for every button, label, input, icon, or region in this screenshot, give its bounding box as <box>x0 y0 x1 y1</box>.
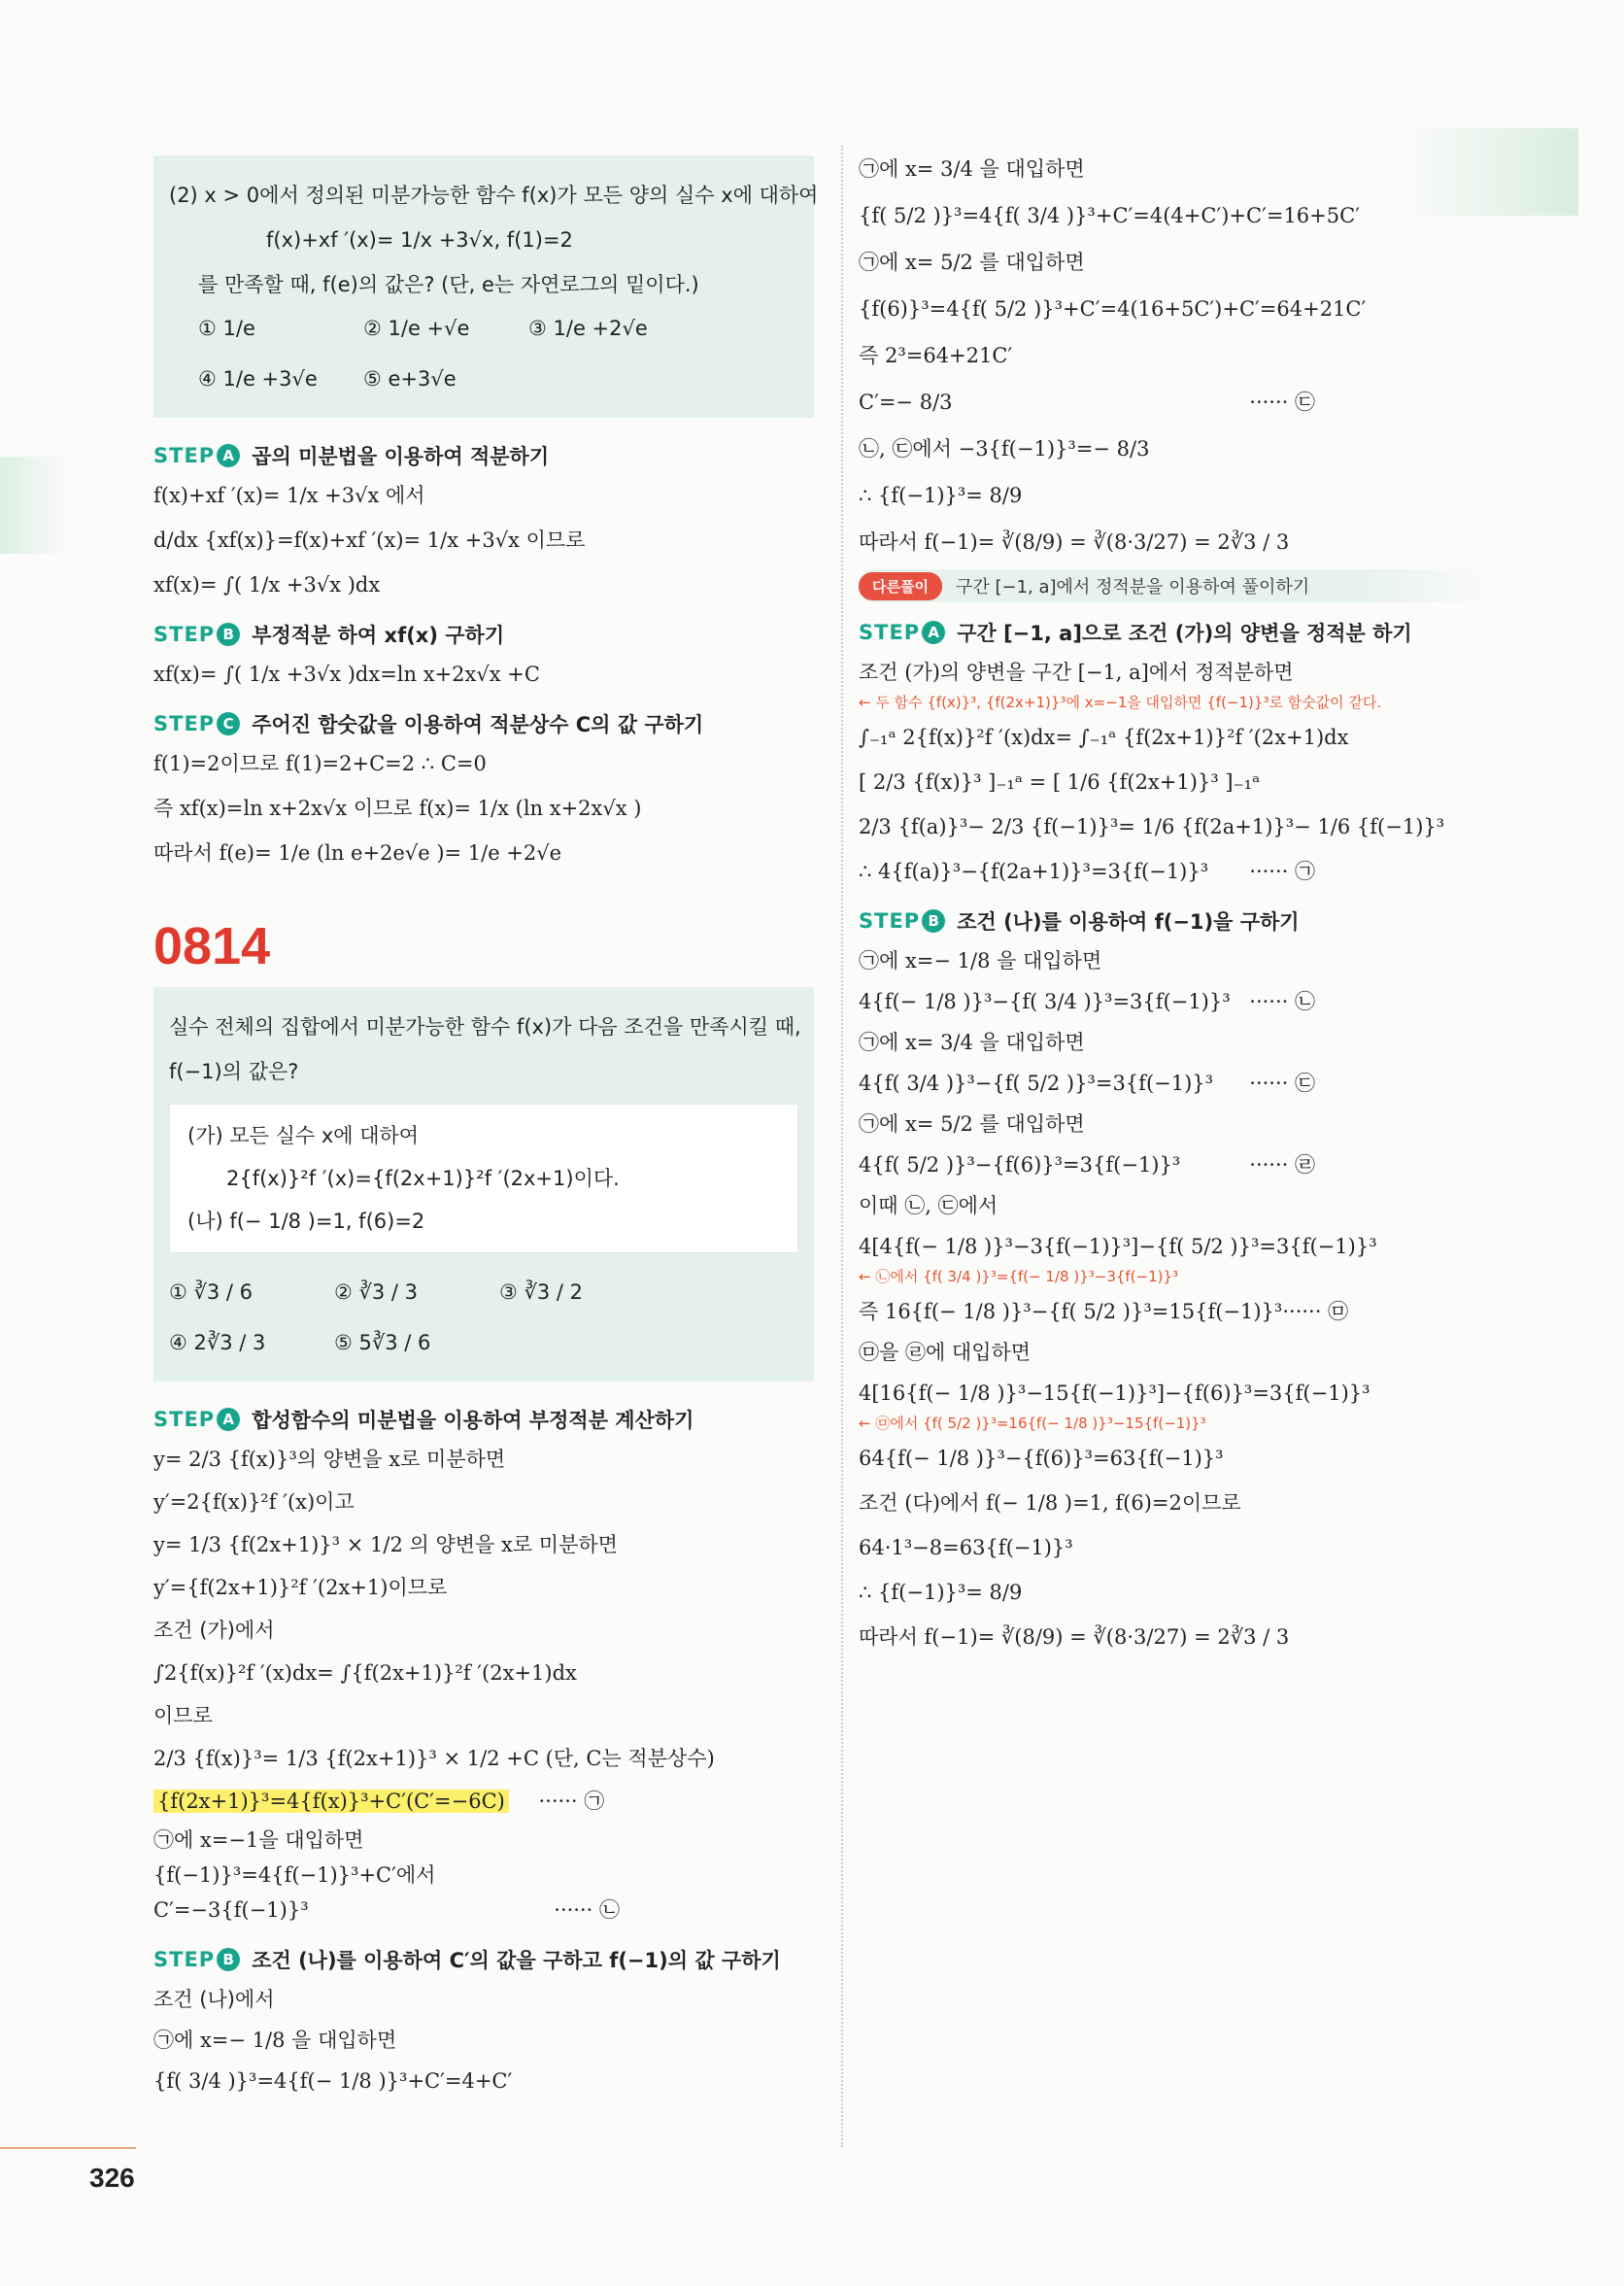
equation-mark: ······ ㉡ <box>554 1898 620 1922</box>
step-c-heading <box>153 709 814 738</box>
problem-stem: f(−1)의 값은? <box>169 1060 299 1083</box>
solution-line: xf(x)= ∫( 1/x +3√x )dx <box>153 573 381 597</box>
solution-line: ㉠에 x= 3/4 을 대입하면 <box>859 1031 1085 1054</box>
step-label: STEP <box>859 909 921 933</box>
choice-4[interactable]: ④ 2∛3 / 3 <box>169 1331 266 1354</box>
alt-title: 구간 [−1, a]에서 정적분을 이용하여 풀이하기 <box>955 577 1310 597</box>
marked-line <box>859 1070 1315 1097</box>
solution-line: d/dx {xf(x)}=f(x)+xf ′(x)= 1/x +3√x 이므로 <box>153 529 586 552</box>
conditions-box <box>169 1104 798 1253</box>
problem-0814-box <box>153 987 814 1382</box>
step-label: STEP <box>859 621 921 644</box>
solution-line: ㉠에 x=−1을 대입하면 <box>153 1828 364 1852</box>
choice-2[interactable]: ② 1/e +√e <box>363 317 470 340</box>
solution-line: 즉 xf(x)=ln x+2x√x 이므로 f(x)= 1/x (ln x+2x√x ) <box>153 797 642 820</box>
solution-line: ∴ {f(−1)}³= 8/9 <box>859 1581 1023 1604</box>
side-decoration <box>0 457 68 554</box>
step-title: 조건 (나)를 이용하여 C′의 값을 구하고 f(−1)의 값 구하기 <box>252 1949 781 1972</box>
solution-line: y= 1/3 {f(2x+1)}³ × 1/2 의 양변을 x로 미분하면 <box>153 1533 618 1556</box>
marked-line <box>859 988 1315 1015</box>
solution-line: {f(6)}³=4{f( 5/2 )}³+C′=4(16+5C′)+C′=64+21C′ <box>859 297 1367 321</box>
step-label: STEP <box>153 623 216 646</box>
solution-line: 64·1³−8=63{f(−1)}³ <box>859 1536 1073 1559</box>
solution-line: {f(−1)}³=4{f(−1)}³+C′에서 <box>153 1863 436 1887</box>
solution-line: ㉡, ㉢에서 −3{f(−1)}³=− 8/3 <box>859 437 1150 461</box>
solution-text: 즉 16{f(− 1/8 )}³−{f( 5/2 )}³=15{f(−1)}³ <box>859 1300 1283 1323</box>
step-title: 부정적분 하여 xf(x) 구하기 <box>252 624 505 647</box>
problem-equation: f(x)+xf ′(x)= 1/x +3√x, f(1)=2 <box>266 228 573 252</box>
solution-text: C′=−3{f(−1)}³ <box>153 1898 309 1922</box>
equation-mark: ······ ㉡ <box>1249 990 1315 1013</box>
step-b-heading <box>153 1945 814 1974</box>
choice-2[interactable]: ② ∛3 / 3 <box>334 1280 419 1304</box>
solution-line: 4[4{f(− 1/8 )}³−3{f(−1)}³]−{f( 5/2 )}³=3{f(−1)}³ <box>859 1235 1377 1258</box>
step-title: 구간 [−1, a]으로 조건 (가)의 양변을 정적분 하기 <box>957 622 1412 645</box>
highlighted-line <box>153 1788 814 1815</box>
answer-choices <box>169 1271 798 1364</box>
solution-line: 조건 (가)의 양변을 구간 [−1, a]에서 정적분하면 <box>859 661 1294 684</box>
step-title: 합성함수의 미분법을 이용하여 부정적분 계산하기 <box>252 1409 694 1432</box>
solution-line: [ 2/3 {f(x)}³ ]₋₁ᵃ = [ 1/6 {f(2x+1)}³ ]₋₁ᵃ <box>859 770 1261 794</box>
choice-3[interactable]: ③ ∛3 / 2 <box>499 1280 584 1304</box>
solution-line: 따라서 f(−1)= ∛(8/9) = ∛(8·3/27) = 2∛3 / 3 <box>859 1625 1290 1649</box>
equation-mark: ······ ㉣ <box>1249 1153 1315 1177</box>
step-badge: B <box>922 909 945 933</box>
problem-stem: 실수 전체의 집합에서 미분가능한 함수 f(x)가 다음 조건을 만족시킬 때, <box>169 1015 801 1039</box>
choice-5[interactable]: ⑤ 5∛3 / 6 <box>334 1331 431 1354</box>
highlight: {f(2x+1)}³=4{f(x)}³+C′(C′=−6C) <box>153 1790 509 1813</box>
equation-mark: ······ ㉢ <box>1249 391 1315 414</box>
equation-mark: ······ ㉤ <box>1282 1300 1349 1323</box>
problem-question: 를 만족할 때, f(e)의 값은? (단, e는 자연로그의 밑이다.) <box>198 273 699 296</box>
step-b-heading <box>153 620 814 649</box>
solution-line: ㉠에 x= 3/4 을 대입하면 <box>859 157 1085 181</box>
equation-mark: ······ ㉠ <box>1249 860 1315 883</box>
marked-line <box>859 1298 1349 1325</box>
solution-line: 따라서 f(e)= 1/e (ln e+2e√e )= 1/e +2√e <box>153 841 562 865</box>
page-number: 326 <box>89 2163 135 2193</box>
choice-4[interactable]: ④ 1/e +3√e <box>198 367 318 391</box>
problem-2-box <box>153 155 819 418</box>
step-a-heading <box>859 618 1490 647</box>
solution-line: 따라서 f(−1)= ∛(8/9) = ∛(8·3/27) = 2∛3 / 3 <box>859 530 1290 554</box>
marked-line <box>859 858 1315 885</box>
choice-5[interactable]: ⑤ e+3√e <box>363 367 457 391</box>
answer-choices <box>169 307 798 400</box>
solution-line: ㉤을 ㉣에 대입하면 <box>859 1341 1032 1364</box>
solution-line: 64{f(− 1/8 )}³−{f(6)}³=63{f(−1)}³ <box>859 1447 1224 1470</box>
problem-number: 0814 <box>153 917 271 975</box>
step-badge: A <box>922 621 945 644</box>
choice-1[interactable]: ① 1/e <box>198 317 255 340</box>
solution-line: y= 2/3 {f(x)}³의 양변을 x로 미분하면 <box>153 1448 506 1471</box>
solution-line: f(x)+xf ′(x)= 1/x +3√x 에서 <box>153 484 425 507</box>
step-badge: A <box>217 444 240 467</box>
solution-line: ㉠에 x= 5/2 를 대입하면 <box>859 251 1085 274</box>
solution-line: xf(x)= ∫( 1/x +3√x )dx=ln x+2x√x +C <box>153 663 540 686</box>
equation-mark: ······ ㉠ <box>538 1790 605 1813</box>
step-badge: B <box>217 1948 240 1971</box>
solution-line: 2/3 {f(x)}³= 1/3 {f(2x+1)}³ × 1/2 +C (단, C는 적분상수) <box>153 1747 715 1770</box>
solution-line: 2/3 {f(a)}³− 2/3 {f(−1)}³= 1/6 {f(2a+1)}³− 1/6 {f(−1)}³ <box>859 815 1445 838</box>
alternative-solution-banner <box>859 569 1490 602</box>
solution-line: ∫₋₁ᵃ 2{f(x)}²f ′(x)dx= ∫₋₁ᵃ {f(2x+1)}²f ′(2x+1)dx <box>859 726 1349 749</box>
solution-line: y′=2{f(x)}²f ′(x)이고 <box>153 1490 355 1514</box>
step-label: STEP <box>153 1948 216 1971</box>
equation-mark: ······ ㉢ <box>1249 1072 1315 1095</box>
solution-line: ∫2{f(x)}²f ′(x)dx= ∫{f(2x+1)}²f ′(2x+1)dx <box>153 1661 577 1685</box>
solution-line: 이때 ㉡, ㉢에서 <box>859 1194 998 1217</box>
solution-line: 4[16{f(− 1/8 )}³−15{f(−1)}³]−{f(6)}³=3{f(−1)}³ <box>859 1382 1370 1405</box>
step-b-rows <box>859 947 1490 1651</box>
condition-na: (나) f(− 1/8 )=1, f(6)=2 <box>187 1210 425 1233</box>
step-a-heading <box>153 441 814 470</box>
problem-stem: (2) x > 0에서 정의된 미분가능한 함수 f(x)가 모든 양의 실수 x에 대하여 <box>169 184 819 207</box>
side-note: ← ㉡에서 {f( 3/4 )}³={f(− 1/8 )}³−3{f(−1)}³ <box>859 1268 1179 1285</box>
step-label: STEP <box>153 444 216 467</box>
step-title: 조건 (나)를 이용하여 f(−1)을 구하기 <box>957 910 1300 934</box>
solution-line: {f( 3/4 )}³=4{f(− 1/8 )}³+C′=4+C′ <box>153 2069 513 2093</box>
step-badge: B <box>217 623 240 646</box>
solution-text: 4{f(− 1/8 )}³−{f( 3/4 )}³=3{f(−1)}³ <box>859 990 1231 1013</box>
solution-line: ㉠에 x= 5/2 를 대입하면 <box>859 1112 1085 1136</box>
step-b-heading <box>859 906 1490 936</box>
footer-rule <box>0 2147 136 2149</box>
solution-line: 즉 2³=64+21C′ <box>859 344 1013 367</box>
step-badge: A <box>217 1408 240 1431</box>
solution-line: ∴ {f(−1)}³= 8/9 <box>859 484 1023 507</box>
marked-line <box>859 389 1315 416</box>
condition-ga-formula: 2{f(x)}²f ′(x)={f(2x+1)}²f ′(2x+1)이다. <box>226 1167 620 1190</box>
solution-text: 4{f( 5/2 )}³−{f(6)}³=3{f(−1)}³ <box>859 1153 1181 1177</box>
step-label: STEP <box>153 1408 216 1431</box>
solution-line: 조건 (나)에서 <box>153 1988 275 2011</box>
solution-line: f(1)=2이므로 f(1)=2+C=2 ∴ C=0 <box>153 752 487 775</box>
step-title: 주어진 함숫값을 이용하여 적분상수 C의 값 구하기 <box>252 713 704 736</box>
step-badge: C <box>217 712 240 735</box>
choice-3[interactable]: ③ 1/e +2√e <box>528 317 648 340</box>
step-title: 곱의 미분법을 이용하여 적분하기 <box>252 445 550 468</box>
solution-line: 조건 (다)에서 f(− 1/8 )=1, f(6)=2이므로 <box>859 1491 1241 1515</box>
choice-1[interactable]: ① ∛3 / 6 <box>169 1280 254 1304</box>
step-label: STEP <box>153 712 216 735</box>
solution-text: ∴ 4{f(a)}³−{f(2a+1)}³=3{f(−1)}³ <box>859 860 1209 883</box>
solution-line: ㉠에 x=− 1/8 을 대입하면 <box>153 2029 397 2052</box>
left-column <box>153 155 819 2108</box>
right-column <box>859 155 1490 1668</box>
solution-text: 4{f( 3/4 )}³−{f( 5/2 )}³=3{f(−1)}³ <box>859 1072 1214 1095</box>
step-a-heading <box>153 1405 814 1434</box>
solution-line: ㉠에 x=− 1/8 을 대입하면 <box>859 949 1102 972</box>
marked-line <box>153 1896 620 1924</box>
side-note: ← 두 함수 {f(x)}³, {f(2x+1)}³에 x=−1을 대입하면 {f(−1)}³로 함숫값이 같다. <box>859 694 1382 711</box>
solution-text: C′=− 8/3 <box>859 391 953 414</box>
solution-line: 이므로 <box>153 1704 213 1727</box>
marked-line <box>859 1151 1315 1178</box>
solution-line: 조건 (가)에서 <box>153 1619 275 1642</box>
side-note: ← ㉤에서 {f( 5/2 )}³=16{f(− 1/8 )}³−15{f(−1)}³ <box>859 1415 1206 1432</box>
solution-line: {f( 5/2 )}³=4{f( 3/4 )}³+C′=4(4+C′)+C′=16+5C′ <box>859 204 1360 227</box>
column-divider <box>841 146 843 2147</box>
solution-line: y′={f(2x+1)}²f ′(2x+1)이므로 <box>153 1576 448 1599</box>
alt-badge: 다른풀이 <box>859 572 942 600</box>
condition-ga: (가) 모든 실수 x에 대하여 <box>187 1124 420 1147</box>
